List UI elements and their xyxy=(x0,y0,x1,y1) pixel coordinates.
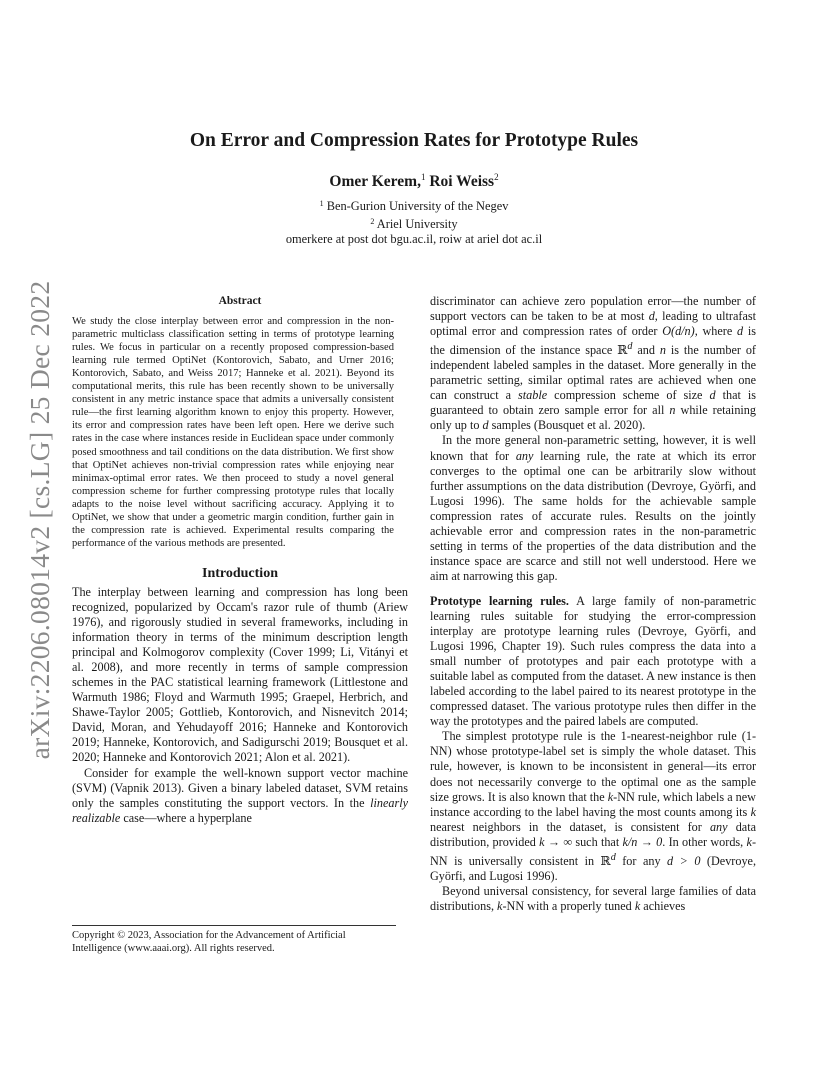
intro-paragraph xyxy=(430,294,756,433)
prototype-paragraph xyxy=(430,884,756,914)
text-run: (Devroye, Györfi, and Lugosi 1996). xyxy=(430,853,756,883)
abstract-heading: Abstract xyxy=(218,295,262,307)
paragraph-heading: Prototype learning rules. xyxy=(430,593,569,608)
text-run: In the more general non-parametric setting, however, it is well known that for xyxy=(430,433,756,463)
affiliation-mark: 1 xyxy=(319,199,324,208)
affiliation-line xyxy=(70,214,758,232)
math: ℝ xyxy=(600,853,611,868)
author-name: Omer Kerem, xyxy=(329,173,421,190)
text-run: -NN with a properly tuned xyxy=(502,898,635,913)
text-run: achieves xyxy=(640,898,686,913)
math: k xyxy=(750,804,756,819)
text-run: discriminator can achieve zero population error—the number of support vectors can be taken to be at most xyxy=(430,294,756,324)
text-run: . In other words, xyxy=(662,834,747,849)
text-run: data distribution, provided xyxy=(430,819,756,849)
text-run: while retaining only up to xyxy=(430,403,756,433)
math: d xyxy=(709,388,716,403)
text-run: compression scheme of size xyxy=(547,388,710,403)
text-run: for any xyxy=(615,853,668,868)
text-run: is the dimension of the instance space xyxy=(430,324,756,358)
prototype-paragraph xyxy=(430,594,756,729)
text-run: that is guaranteed to obtain zero sample error for all xyxy=(430,388,757,418)
text-run: and xyxy=(632,343,660,358)
introduction-heading: Introduction xyxy=(202,565,278,581)
text-run: case—where a hyperplane xyxy=(120,810,252,825)
text-run: is the number of independent labeled samples in the dataset. More generally in the parametric setting, similar optimal rates are achieved when one can construct a xyxy=(430,343,756,403)
affiliation-mark: 2 xyxy=(494,172,499,182)
copyright-footnote: Copyright © 2023, Association for the Advancement of Artificial Intelligence (www.aaai.org). All rights reserved. xyxy=(72,925,396,955)
arxiv-identifier: arXiv:2206.08014v2 [cs.LG] 25 Dec 2022 xyxy=(24,280,55,760)
math: d xyxy=(610,851,616,863)
math: k xyxy=(746,834,752,849)
emphasis: any xyxy=(515,448,534,463)
intro-paragraph: The interplay between learning and compression has long been recognized, popularized by Occam's razor rule of thumb (Ariew 1976), and rigorously studied in several frameworks, including in information theory in terms of the minimum description length principal and Kolmogorov complexity (Cover 1999; Li, Vitányi et al. 2008), and more recently in terms of sample compression schemes in the PAC statistical learning framework (Littlestone and Warmuth 1986; Floyd and Warmuth 1995; Graepel, Herbrich, and Shawe-Taylor 2005; Gottlieb, Kontorovich, and Nisnevitch 2014; David, Moran, and Yehudayoff 2016; Hanneke and Kontorovich 2019; Hanneke, Kontorovich, and Sadigurschi 2019; Bousquet et al. 2020; Hanneke and Kontorovich 2021; Alon et al. 2021). xyxy=(72,584,408,765)
affiliation-mark: 2 xyxy=(370,217,375,226)
affiliation-name: Ariel University xyxy=(376,217,458,231)
affiliation-name: Ben-Gurion University of the Negev xyxy=(326,199,509,213)
intro-paragraph xyxy=(72,766,408,826)
arxiv-identifier-margin xyxy=(18,280,62,760)
prototype-paragraph xyxy=(430,729,756,884)
text-run: -NN rule, which labels a new instance according to the label having the most counts among its xyxy=(430,789,756,819)
affiliations xyxy=(70,196,758,247)
emphasis: stable xyxy=(518,388,548,403)
math: k/n → 0 xyxy=(622,834,663,849)
text-run: The simplest prototype rule is the 1-nearest-neighbor rule (1-NN) whose prototype-label set is simply the whole dataset. This rule, however, is known to be inconsistent in general—its error does not necessarily converge to the optimal one as the sample size grows. It is also known that the xyxy=(430,729,756,804)
intro-paragraph xyxy=(430,433,756,583)
abstract-text: We study the close interplay between error and compression in the non-parametric multiclass classification setting in terms of prototype learning rules. We focus in particular on a recently proposed compression-based learning rule termed OptiNet (Kontorovich, Sabato, and Urner 2016; Kontorovich, Sabato, and Weiss 2017; Hanneke et al. 2021). Beyond its computational merits, this rule has been recently shown to be universally consistent in any metric instance space that admits a universally consistent rule—the first learning algorithm known to enjoy this property. However, its error and compression rates have been left open. Here we derive such rates in the case where instances reside in Euclidean space under commonly posed smoothness and tail conditions on the data distribution. We first show that OptiNet achieves non-trivial compression rates while enjoying near minimax-optimal error rates. We then proceed to study a novel general compression scheme for further compressing prototype rules that locally adapts to the noise level without sacrificing accuracy. Applying it to OptiNet, we show that under a geometric margin condition, further gain in the compression rate is achieved. Experimental results comparing the performance of the various methods are presented. xyxy=(72,316,394,549)
math: n xyxy=(669,403,676,418)
math: k xyxy=(634,898,641,913)
right-column xyxy=(430,294,756,914)
math: d xyxy=(648,309,655,324)
text-run: Beyond universal consistency, for several large families of data distributions, xyxy=(430,883,756,913)
text-run: , where xyxy=(694,324,738,339)
math: O(d/n) xyxy=(662,324,695,339)
text-run: learning rule, the rate at which its error converges to the optimal one can be arbitrarily slow without further assumptions on the data distribution (Devroye, Györfi, and Lugosi 1996). The same holds for the achievable sample compression rates of accurate rules. Results on the jointly achievable error and compression rates in the non-parametric setting in terms of the properties of the data distribution and the instance space are scarce and still not well understood. Here we aim at narrowing this gap. xyxy=(430,448,756,583)
author-name: Roi Weiss xyxy=(429,173,495,190)
math: d xyxy=(627,341,633,353)
affiliation-mark: 1 xyxy=(420,172,426,182)
left-column xyxy=(72,294,408,826)
math: n xyxy=(659,343,666,358)
math: d xyxy=(482,418,489,433)
emphasis: any xyxy=(709,819,728,834)
math: k xyxy=(607,789,614,804)
emphasis: linearly realizable xyxy=(72,795,408,825)
math: d xyxy=(737,324,744,339)
author-emails: omerkere at post dot bgu.ac.il, roiw at ariel dot ac.il xyxy=(285,232,543,246)
math: ℝ xyxy=(617,343,628,358)
math: k → ∞ xyxy=(539,834,573,849)
text-run: A large family of non-parametric learning rules suitable for studying the error-compression interplay are prototype learning rules (Devroye, Györfi, and Lugosi 1996, Chapter 19). Such rules compress the data into a small number of prototypes and pair each prototype with a suitable label as computed from the dataset. A new instance is then labeled according to the label paired to its nearest prototype in the compressed dataset. The various prototype rules then differ in the way the prototypes and the paired labels are computed. xyxy=(430,593,757,729)
text-run: samples (Bousquet et al. 2020). xyxy=(488,418,646,433)
text-run: nearest neighbors in the dataset, is consistent for xyxy=(430,819,710,834)
text-run: -NN is universally consistent in xyxy=(430,834,756,868)
paper-title: On Error and Compression Rates for Prototype Rules xyxy=(189,130,639,151)
text-run: , leading to ultrafast optimal error and compression rates of order xyxy=(430,309,756,339)
math: k xyxy=(497,898,503,913)
text-run: such that xyxy=(572,834,623,849)
affiliation-line xyxy=(70,196,758,214)
text-run: Consider for example the well-known support vector machine (SVM) (Vapnik 2013). Given a binary labeled dataset, SVM retains only the samples constituting the support vectors. In the xyxy=(72,765,408,810)
math: d > 0 xyxy=(667,853,701,868)
author-list xyxy=(70,172,758,191)
